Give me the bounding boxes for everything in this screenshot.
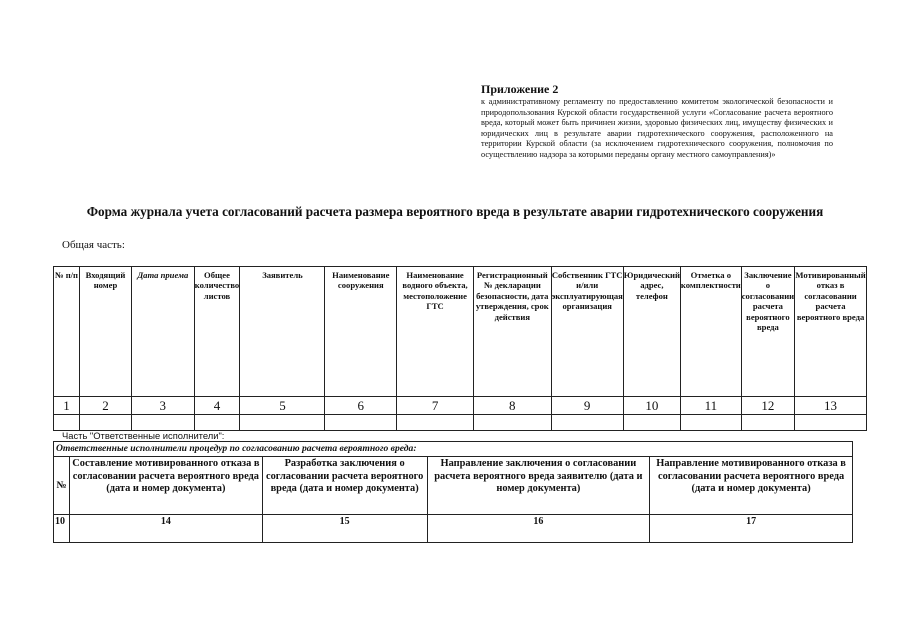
- section-row: [54, 442, 853, 457]
- number-cell: 4: [194, 397, 240, 415]
- form-title: Форма журнала учета согласований расчета размера вероятного вреда в результате аварии гидротехнического сооружения: [86, 204, 824, 219]
- number-row: [54, 397, 867, 415]
- header-cell: Направление заключения о согласовании расчета вероятного вреда заявителю (дата и номер документа): [427, 457, 650, 515]
- header-cell: Отметка о комплектности: [680, 267, 741, 397]
- number-cell: 1: [54, 397, 80, 415]
- header-cell: Составление мотивированного отказа в согласовании расчета вероятного вреда (дата и номер документа): [69, 457, 262, 515]
- header-cell: Регистрационный № декларации безопасности, дата утверждения, срок действия: [474, 267, 552, 397]
- header-cell: Разработка заключения о согласовании расчета вероятного вреда (дата и номер документа): [262, 457, 427, 515]
- responsible-executors-table: [53, 441, 853, 543]
- header-cell: Собственник ГТС и/или эксплуатирующая организация: [551, 267, 623, 397]
- number-cell: 17: [650, 515, 853, 543]
- number-cell: 8: [474, 397, 552, 415]
- number-cell: 7: [397, 397, 474, 415]
- header-cell: Входящий номер: [79, 267, 131, 397]
- empty-cell[interactable]: [741, 415, 794, 431]
- empty-cell[interactable]: [623, 415, 680, 431]
- empty-cell[interactable]: [132, 415, 194, 431]
- header-cell: Направление мотивированного отказа в согласовании расчета вероятного вреда (дата и номер документа): [650, 457, 853, 515]
- empty-cell[interactable]: [680, 415, 741, 431]
- header-cell: Заявитель: [240, 267, 325, 397]
- header-cell: Наименование сооружения: [325, 267, 397, 397]
- empty-cell[interactable]: [474, 415, 552, 431]
- appendix-title: Приложение 2: [481, 82, 559, 96]
- responsible-part-label: Часть "Ответственные исполнители":: [62, 430, 225, 441]
- header-cell: Общее количество листов: [194, 267, 240, 397]
- appendix-text: к административному регламенту по предоставлению комитетом экологической безопасности и природопользования Курской области государственной услуги «Согласование расчета вероятного вреда, который может быть причинен жизни, здоровью физических лиц, имуществу физических и юридических лиц в результате аварии гидротехнического сооружения, расположенного на территории Курской области (за исключением гидротехнического сооружения, полномочия по осуществлению надзора за которыми переданы органу местного самоуправления)»: [481, 97, 833, 159]
- empty-cell[interactable]: [551, 415, 623, 431]
- number-cell: 6: [325, 397, 397, 415]
- header-row: [54, 457, 853, 515]
- header-cell: Дата приема: [132, 267, 194, 397]
- empty-cell[interactable]: [397, 415, 474, 431]
- number-cell: 9: [551, 397, 623, 415]
- header-cell: Наименование водного объекта, местоположение ГТС: [397, 267, 474, 397]
- number-cell: 5: [240, 397, 325, 415]
- general-journal-table: [53, 266, 867, 431]
- header-cell: Юридический адрес, телефон: [623, 267, 680, 397]
- number-cell: 15: [262, 515, 427, 543]
- number-cell: 3: [132, 397, 194, 415]
- number-cell: 14: [69, 515, 262, 543]
- number-cell: 2: [79, 397, 131, 415]
- empty-row: [54, 415, 867, 431]
- number-cell: 10: [54, 515, 70, 543]
- number-cell: 11: [680, 397, 741, 415]
- number-row: [54, 515, 853, 543]
- empty-cell[interactable]: [795, 415, 867, 431]
- number-cell: 12: [741, 397, 794, 415]
- header-cell: Мотивированный отказ в согласовании расчета вероятного вреда: [795, 267, 867, 397]
- empty-cell[interactable]: [194, 415, 240, 431]
- empty-cell[interactable]: [54, 415, 80, 431]
- appendix-block: [481, 82, 833, 161]
- header-cell: Заключение о согласовании расчета вероятного вреда: [741, 267, 794, 397]
- number-cell: 13: [795, 397, 867, 415]
- section-title: Ответственные исполнители процедур по согласованию расчета вероятного вреда:: [54, 442, 853, 457]
- empty-cell[interactable]: [79, 415, 131, 431]
- general-part-label: Общая часть:: [62, 239, 125, 251]
- number-cell: 10: [623, 397, 680, 415]
- header-cell: № п/п: [54, 267, 80, 397]
- number-cell: 16: [427, 515, 650, 543]
- empty-cell[interactable]: [240, 415, 325, 431]
- empty-cell[interactable]: [325, 415, 397, 431]
- rownum-header: №: [54, 457, 70, 515]
- header-row: [54, 267, 867, 397]
